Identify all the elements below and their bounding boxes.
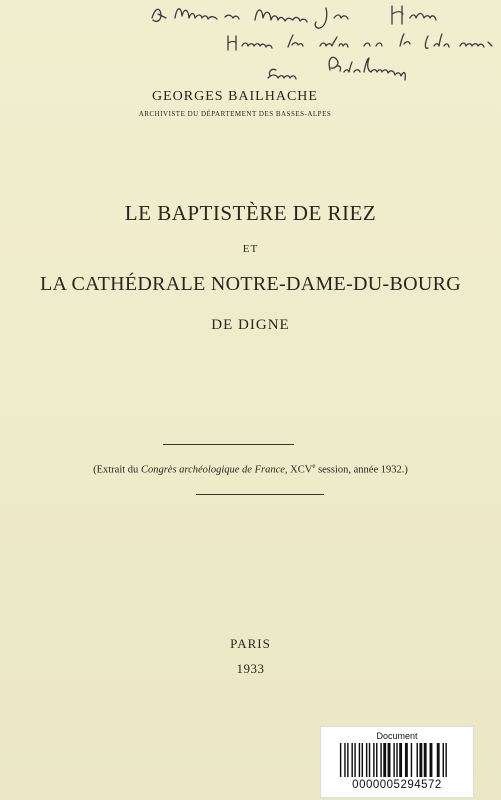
barcode-label: Document bbox=[376, 731, 418, 741]
barcode-bar bbox=[445, 743, 446, 777]
barcode-bar bbox=[396, 743, 397, 777]
imprint-place: PARIS bbox=[230, 636, 271, 651]
author-affiliation: ARCHIVISTE DU DÉPARTEMENT DES BASSES-ALPES bbox=[138, 110, 332, 118]
handwritten-dedication bbox=[0, 0, 501, 90]
barcode-bar bbox=[344, 743, 345, 777]
barcode-bar bbox=[419, 743, 422, 777]
title-line-1: LE BAPTISTÈRE DE RIEZ bbox=[124, 201, 377, 225]
barcode-sticker bbox=[320, 726, 474, 798]
barcode-bar bbox=[393, 743, 394, 777]
barcode-bar bbox=[369, 743, 370, 777]
imprint-year: 1933 bbox=[236, 661, 265, 676]
barcode-bar bbox=[366, 743, 367, 777]
title-line-3: DE DIGNE bbox=[211, 317, 290, 333]
barcode-bar bbox=[351, 743, 352, 777]
barcode-bar bbox=[362, 743, 363, 777]
divider-top bbox=[163, 444, 294, 445]
barcode-bar bbox=[347, 743, 348, 777]
title-line-2: LA CATHÉDRALE NOTRE-DAME-DU-BOURG bbox=[40, 273, 461, 295]
divider-bottom bbox=[196, 494, 324, 495]
extract-tail: session, année 1932.) bbox=[315, 464, 408, 476]
barcode-bar bbox=[411, 743, 412, 777]
barcode-bar bbox=[359, 743, 360, 777]
author-name: GEORGES BAILHACHE bbox=[152, 89, 318, 104]
extract-superscript: e bbox=[312, 462, 316, 470]
barcode-bar bbox=[417, 743, 418, 777]
title-connector: ET bbox=[242, 243, 259, 255]
extract-prefix: (Extrait du bbox=[93, 464, 141, 476]
barcode-number: 0000005294572 bbox=[352, 779, 442, 791]
extract-note bbox=[0, 462, 501, 476]
barcode-bar bbox=[376, 743, 377, 777]
barcode-bar bbox=[354, 743, 355, 777]
barcode-bars bbox=[337, 743, 457, 777]
barcode-bar bbox=[405, 743, 408, 777]
barcode-bar bbox=[443, 743, 444, 777]
barcode-bar bbox=[340, 743, 341, 777]
barcode-bar bbox=[380, 743, 381, 777]
barcode-bar bbox=[424, 743, 427, 777]
barcode-bar bbox=[437, 743, 440, 777]
extract-journal: Congrès archéologique de France bbox=[140, 464, 285, 476]
barcode-bar bbox=[373, 743, 374, 777]
barcode-bar bbox=[388, 743, 391, 777]
extract-suffix: , XCV bbox=[284, 464, 313, 476]
barcode-bar bbox=[383, 743, 386, 777]
barcode-bar bbox=[399, 743, 402, 777]
barcode-bar bbox=[430, 743, 433, 777]
